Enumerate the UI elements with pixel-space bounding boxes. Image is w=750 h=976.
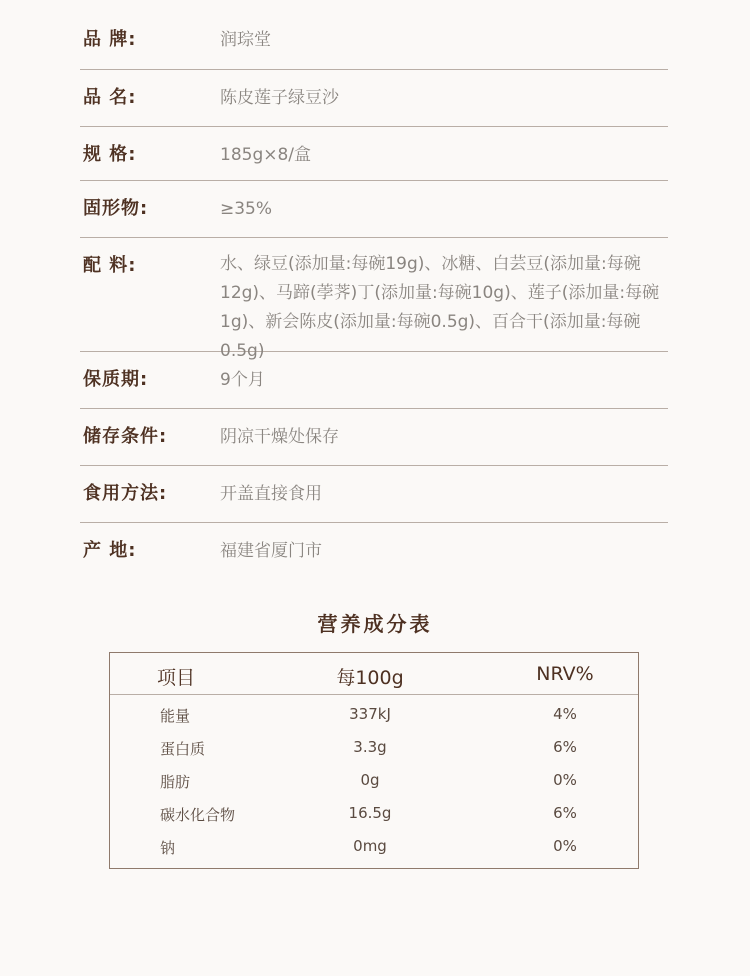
nutrient-name: 能量: [160, 707, 191, 725]
solids-value: ≥35%: [220, 199, 273, 219]
info-row-solids: [80, 181, 668, 238]
product-info-table: [80, 12, 668, 580]
header-nrv: NRV%: [536, 663, 594, 685]
nutrient-amount: 337kJ: [349, 705, 391, 723]
shelf-life-label: 保质期:: [83, 369, 149, 390]
table-row: [110, 763, 638, 796]
header-per-100g: 每100g: [336, 667, 404, 689]
solids-label: 固形物:: [83, 198, 149, 219]
info-row-spec: [80, 127, 668, 181]
header-item: 项目: [157, 667, 196, 689]
nutrition-header-row: [110, 653, 638, 695]
brand-value: 润琮堂: [220, 30, 271, 50]
shelf-life-value: 9个月: [220, 370, 265, 390]
usage-value: 开盖直接食用: [220, 484, 322, 504]
nutrient-amount: 16.5g: [348, 804, 392, 822]
info-row-ingredients: [80, 238, 668, 361]
nutrient-name: 蛋白质: [160, 740, 206, 758]
table-row: [110, 697, 638, 730]
storage-label: 储存条件:: [83, 426, 168, 447]
info-row-shelf-life: [80, 352, 668, 409]
table-row: [110, 829, 638, 862]
ingredients-value: 水、绿豆(添加量:每碗19g)、冰糖、白芸豆(添加量:每碗12g)、马蹄(荸荠)丁(添加量:每碗10g)、莲子(添加量:每碗1g)、新会陈皮(添加量:每碗0.5g)、百合干(添加量:每碗0.5g): [220, 254, 660, 361]
nutrient-nrv: 0%: [553, 837, 577, 855]
product-name-value: 陈皮莲子绿豆沙: [220, 88, 339, 108]
nutrition-title: 营养成分表: [317, 612, 433, 636]
info-row-usage: [80, 466, 668, 523]
nutrient-name: 钠: [160, 839, 176, 857]
origin-value: 福建省厦门市: [220, 541, 322, 561]
info-row-storage: [80, 409, 668, 466]
nutrient-nrv: 4%: [553, 705, 577, 723]
nutrition-table: [109, 652, 639, 869]
brand-label: 品 牌:: [83, 29, 137, 50]
table-row: [110, 796, 638, 829]
table-row: [110, 730, 638, 763]
spec-label: 规 格:: [83, 144, 137, 165]
info-row-brand: [80, 12, 668, 70]
nutrient-nrv: 6%: [553, 738, 577, 756]
nutrient-name: 碳水化合物: [160, 806, 236, 824]
origin-label: 产 地:: [83, 540, 137, 561]
nutrient-amount: 0g: [360, 771, 380, 789]
nutrient-amount: 0mg: [353, 837, 387, 855]
nutrient-amount: 3.3g: [353, 738, 387, 756]
product-name-label: 品 名:: [83, 87, 137, 108]
nutrient-name: 脂肪: [160, 773, 191, 791]
nutrient-nrv: 6%: [553, 804, 577, 822]
nutrient-nrv: 0%: [553, 771, 577, 789]
ingredients-label: 配 料:: [83, 255, 137, 276]
info-row-origin: [80, 523, 668, 580]
storage-value: 阴凉干燥处保存: [220, 427, 339, 447]
usage-label: 食用方法:: [83, 483, 168, 504]
spec-value: 185g×8/盒: [220, 145, 312, 165]
info-row-product-name: [80, 70, 668, 127]
